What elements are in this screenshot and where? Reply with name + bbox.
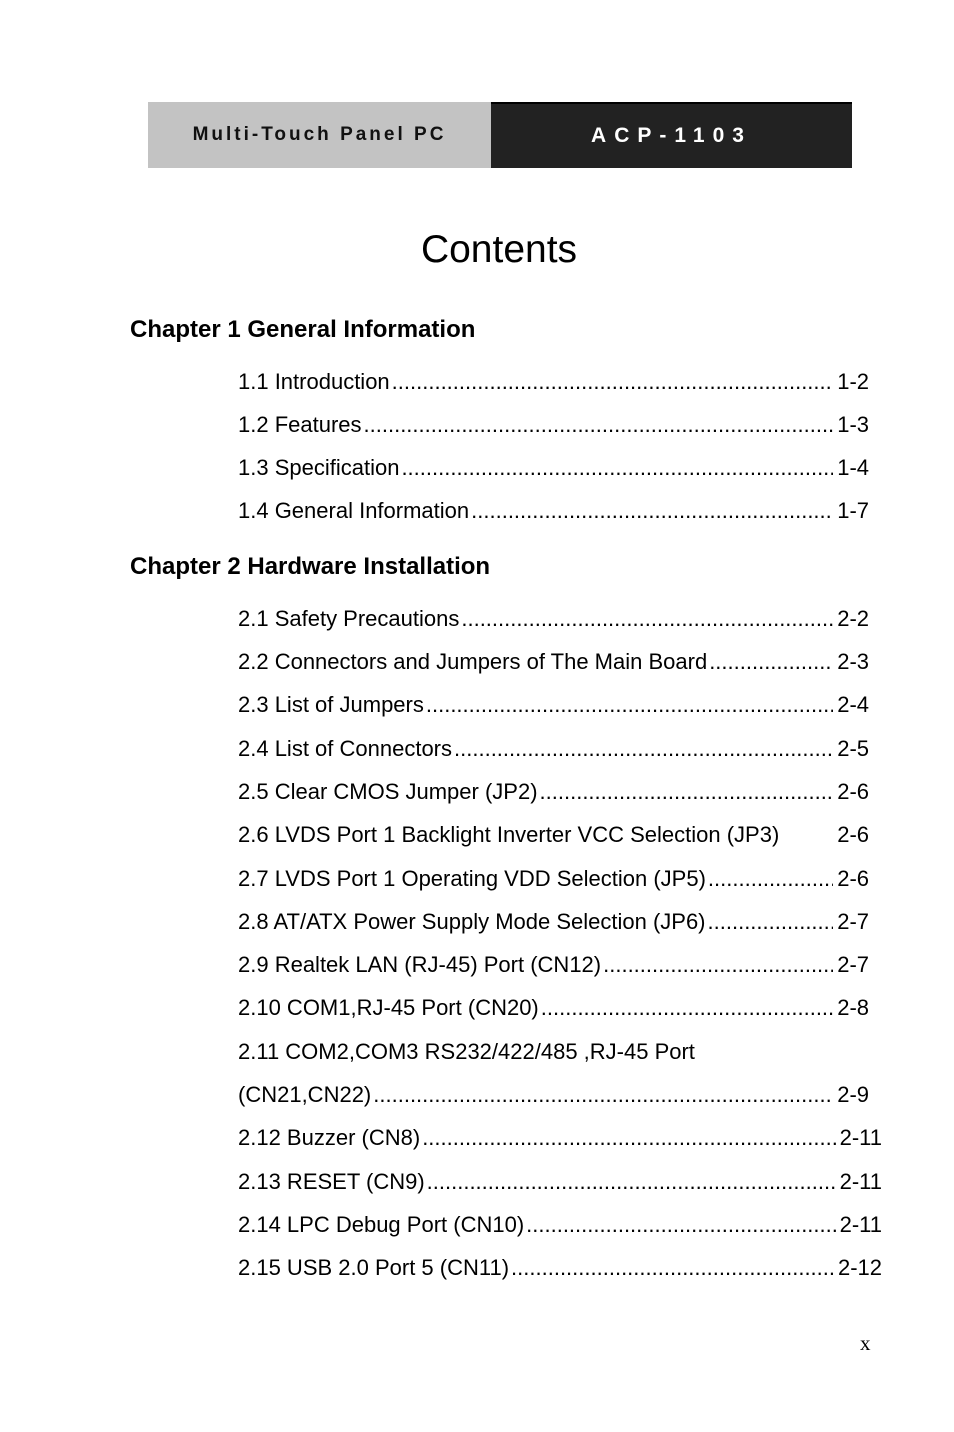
dot-leader <box>426 690 833 720</box>
toc-entry-page: 2-5 <box>837 736 869 761</box>
toc-entry-1-2[interactable] <box>238 410 869 440</box>
toc-entry-page: 2-6 <box>837 866 869 891</box>
toc-entry-title: 2.4 List of Connectors <box>238 736 453 761</box>
toc-entry-2-2[interactable] <box>238 647 869 677</box>
dot-leader <box>422 1123 835 1153</box>
toc-entry-title: 2.9 Realtek LAN (RJ-45) Port (CN12) <box>238 952 602 977</box>
toc-entry-2-3[interactable] <box>238 690 869 720</box>
dot-leader <box>603 950 833 980</box>
toc-entry-title: 2.3 List of Jumpers <box>238 692 424 717</box>
product-category-label: Multi-Touch Panel PC <box>148 102 491 168</box>
toc-entry-page: 2-6 <box>837 822 869 847</box>
toc-entry-page: 2-3 <box>837 649 869 674</box>
header-banner <box>148 102 852 168</box>
toc-entry-page: 1-4 <box>837 455 869 480</box>
toc-entry-2-8[interactable] <box>238 907 869 937</box>
dot-leader <box>392 367 834 397</box>
dot-leader <box>709 647 833 677</box>
toc-entry-title: 2.2 Connectors and Jumpers of The Main Board <box>238 649 708 674</box>
toc-entry-page: 2-4 <box>837 692 869 717</box>
toc-entry-page: 1-2 <box>837 369 869 394</box>
dot-leader <box>401 453 833 483</box>
toc-entry-title: 1.4 General Information <box>238 498 470 523</box>
toc-entry-page: 2-9 <box>837 1082 869 1107</box>
dot-leader <box>708 864 833 894</box>
toc-entry-page: 1-7 <box>837 498 869 523</box>
toc-entry-title: 2.13 RESET (CN9) <box>238 1169 425 1194</box>
toc-entry-2-9[interactable] <box>238 950 869 980</box>
chapter-heading-2: Chapter 2 Hardware Installation <box>130 553 491 580</box>
dot-leader <box>364 410 834 440</box>
toc-entry-2-6[interactable] <box>238 820 869 850</box>
toc-entry-2-11-line1[interactable]: 2.11 COM2,COM3 RS232/422/485 ,RJ-45 Port <box>238 1039 695 1064</box>
product-model-label: ACP-1103 <box>491 102 852 168</box>
dot-leader <box>511 1253 834 1283</box>
dot-leader <box>454 734 833 764</box>
toc-entry-title: 2.7 LVDS Port 1 Operating VDD Selection (JP5) <box>238 866 706 891</box>
toc-entry-2-15[interactable] <box>238 1253 882 1283</box>
toc-entry-page: 2-11 <box>839 1169 882 1194</box>
toc-entry-page: 1-3 <box>837 412 869 437</box>
toc-entry-title: 2.5 Clear CMOS Jumper (JP2) <box>238 779 538 804</box>
dot-leader <box>471 496 833 526</box>
toc-entry-page: 2-2 <box>837 606 869 631</box>
toc-entry-2-13[interactable] <box>238 1167 882 1197</box>
toc-entry-page: 2-12 <box>837 1255 882 1280</box>
toc-entry-page: 2-7 <box>837 909 869 934</box>
toc-entry-title: 2.6 LVDS Port 1 Backlight Inverter VCC Selection (JP3) <box>238 822 780 847</box>
toc-entry-title: (CN21,CN22) <box>238 1082 372 1107</box>
dot-leader <box>526 1210 835 1240</box>
toc-entry-2-1[interactable] <box>238 604 869 634</box>
toc-entry-title: 2.8 AT/ATX Power Supply Mode Selection (JP6) <box>238 909 706 934</box>
dot-leader <box>540 777 834 807</box>
toc-entry-title: 1.1 Introduction <box>238 369 390 394</box>
dot-leader <box>461 604 833 634</box>
toc-entry-page: 2-11 <box>839 1212 882 1237</box>
toc-entry-title: 2.14 LPC Debug Port (CN10) <box>238 1212 525 1237</box>
page-title: Contents <box>420 228 578 271</box>
toc-entry-1-3[interactable] <box>238 453 869 483</box>
toc-entry-2-11[interactable] <box>238 1080 869 1110</box>
dot-leader <box>427 1167 836 1197</box>
dot-leader <box>541 993 833 1023</box>
toc-entry-2-10[interactable] <box>238 993 869 1023</box>
page-number: x <box>860 1331 871 1355</box>
toc-entry-title: 1.3 Specification <box>238 455 400 480</box>
toc-entry-page: 2-11 <box>839 1125 882 1150</box>
toc-entry-2-14[interactable] <box>238 1210 882 1240</box>
dot-leader <box>708 907 834 937</box>
toc-entry-title: 2.12 Buzzer (CN8) <box>238 1125 421 1150</box>
toc-entry-page: 2-7 <box>837 952 869 977</box>
toc-entry-title: 1.2 Features <box>238 412 362 437</box>
dot-leader <box>373 1080 833 1110</box>
chapter-heading-1: Chapter 1 General Information <box>130 316 476 343</box>
toc-entry-title: 2.15 USB 2.0 Port 5 (CN11) <box>238 1255 510 1280</box>
toc-entry-2-7[interactable] <box>238 864 869 894</box>
toc-entry-2-4[interactable] <box>238 734 869 764</box>
toc-entry-2-12[interactable] <box>238 1123 882 1153</box>
toc-entry-1-1[interactable] <box>238 367 869 397</box>
toc-entry-2-5[interactable] <box>238 777 869 807</box>
toc-entry-page: 2-8 <box>837 995 869 1020</box>
toc-entry-title: 2.10 COM1,RJ-45 Port (CN20) <box>238 995 539 1020</box>
toc-entry-1-4[interactable] <box>238 496 869 526</box>
toc-entry-title: 2.1 Safety Precautions <box>238 606 460 631</box>
toc-entry-page: 2-6 <box>837 779 869 804</box>
